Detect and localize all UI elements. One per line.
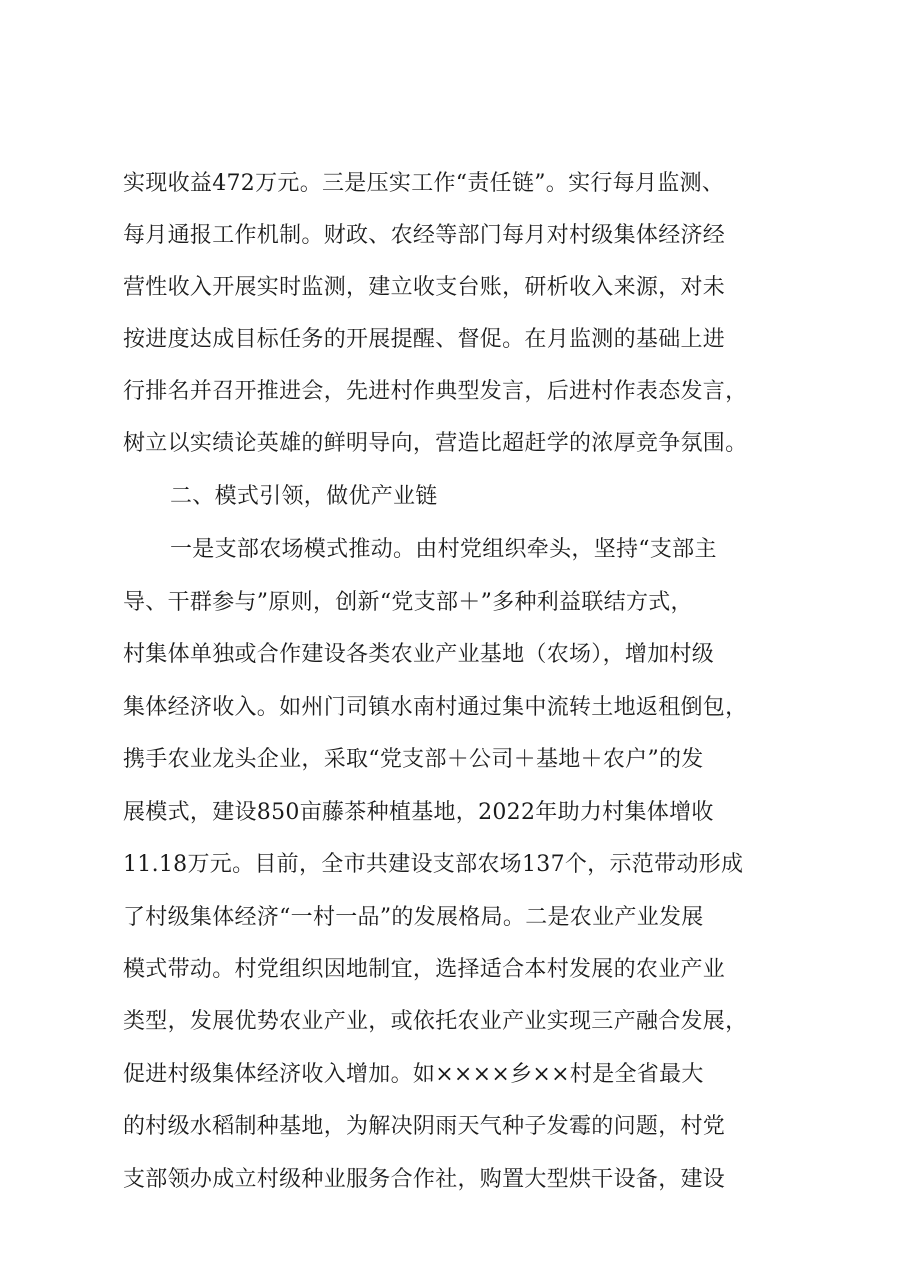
text-line-3: 营性收入开展实时监测，建立收支台账，研析收入来源，对未 (123, 275, 726, 300)
text-line-4: 按进度达成目标任务的开展提醒、督促。在月监测的基础上进 (123, 327, 726, 352)
text-line-1: 实现收益472万元。三是压实工作“责任链”。实行每月监测、 (123, 171, 725, 196)
text-line-10: 村集体单独或合作建设各类农业产业基地（农场），增加村级 (123, 642, 715, 667)
text-line-16: 模式带动。村党组织因地制宜，选择适合本村发展的农业产业 (123, 957, 726, 982)
text-line-18: 促进村级集体经济收入增加。如××××乡××村是全省最大 (123, 1062, 704, 1087)
section-heading: 二、模式引领，做优产业链 (170, 484, 438, 509)
text-line-11: 集体经济收入。如州门司镇水南村通过集中流转土地返租倒包， (123, 695, 748, 720)
text-line-9: 导、干群参与”原则，创新“党支部＋”多种利益联结方式， (123, 590, 693, 615)
text-line-15: 了村级集体经济“一村一品”的发展格局。二是农业产业发展 (123, 905, 704, 930)
text-line-12: 携手农业龙头企业，采取“党支部＋公司＋基地＋农户”的发 (123, 747, 704, 772)
text-line-6: 树立以实绩论英雄的鲜明导向，营造比超赶学的浓厚竞争氛围。 (123, 431, 748, 456)
text-line-14: 11.18万元。目前，全市共建设支部农场137个，示范带动形成 (123, 852, 744, 877)
text-line-8: 一是支部农场模式推动。由村党组织牵头，坚持“支部主 (170, 537, 717, 562)
text-line-20: 支部领办成立村级种业服务合作社，购置大型烘干设备，建设 (123, 1167, 726, 1192)
text-line-13: 展模式，建设850亩藤茶种植基地，2022年助力村集体增收 (123, 800, 714, 825)
text-line-17: 类型，发展优势农业产业，或依托农业产业实现三产融合发展， (123, 1009, 748, 1034)
text-line-5: 行排名并召开推进会，先进村作典型发言，后进村作表态发言， (123, 379, 748, 404)
text-line-2: 每月通报工作机制。财政、农经等部门每月对村级集体经济经 (123, 223, 726, 248)
text-line-19: 的村级水稻制种基地，为解决阴雨天气种子发霉的问题，村党 (123, 1114, 726, 1139)
